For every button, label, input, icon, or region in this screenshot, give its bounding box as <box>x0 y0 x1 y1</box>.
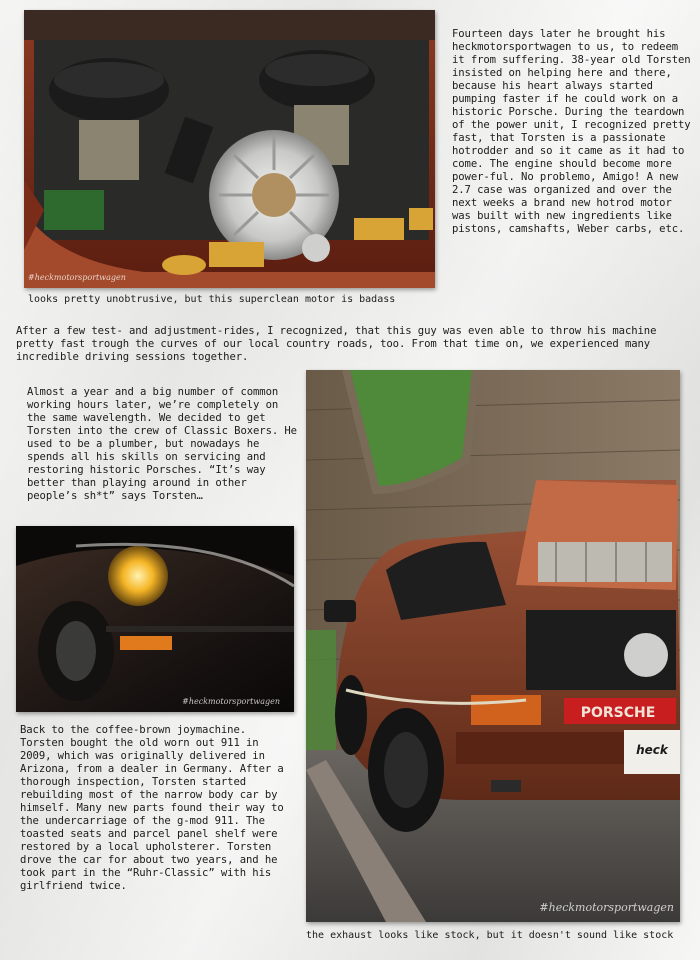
plate-lettering: heck <box>636 743 668 757</box>
engine-watermark: #heckmotorsportwagen <box>28 273 126 282</box>
car-watermark: #heckmotorsportwagen <box>539 901 674 914</box>
engine-caption: looks pretty unobtrusive, but this superclean motor is badass <box>28 294 396 305</box>
paragraph-test-rides: After a few test- and adjustment-rides, I recognized, that this guy was even able to throw his machine pretty fast trough the curves of our local country roads, too. From that time on, we experienced many incredible driving sessions together. <box>16 325 657 363</box>
paragraph-crew: Almost a year and a big number of common working hours later, we’re completely on the same wavelength. We decided to get Torsten into the crew of Classic Boxers. He used to be a plumber, but nowadays he spends all his skills on servicing and restoring historic Porsches. “It’s way better than playing around in other people’s sh*t” says Torsten… <box>27 386 297 502</box>
paragraph-intro: Fourteen days later he brought his heckmotorsportwagen to us, to redeem it from suffering. 38-year old Torsten insisted on helping here and there, because his heart always started pumping faster if he could work on a historic Porsche. During the teardown of the power unit, I recognized pretty fast, that Torsten is a passionate hotrodder and so it came as it had to come. The engine should become more power-ful. No problemo, Amigo! A new 2.7 case was organized and over the next weeks a brand new hotrod motor was built with new ingredients like pistons, camshafts, Weber carbs, etc. <box>452 28 691 235</box>
car-caption: the exhaust looks like stock, but it doesn't sound like stock <box>306 930 674 941</box>
headlight-photo <box>16 526 294 712</box>
car-rear-photo <box>306 370 680 922</box>
headlight-watermark: #heckmotorsportwagen <box>182 697 280 706</box>
bumper-lettering: PORSCHE <box>580 705 656 721</box>
engine-photo <box>24 10 435 288</box>
paragraph-history: Back to the coffee-brown joymachine. Torsten bought the old worn out 911 in 2009, which was originally delivered in Arizona, from a dealer in Germany. After a thorough inspection, Torsten started rebuilding most of the narrow body car by himself. Many new parts found their way to the undercarriage of the g-mod 911. The toasted seats and parcel panel shelf were restored by a local upholsterer. Torsten drove the car for about two years, and he took part in the “Ruhr-Classic” with his girlfriend twice. <box>20 724 284 892</box>
